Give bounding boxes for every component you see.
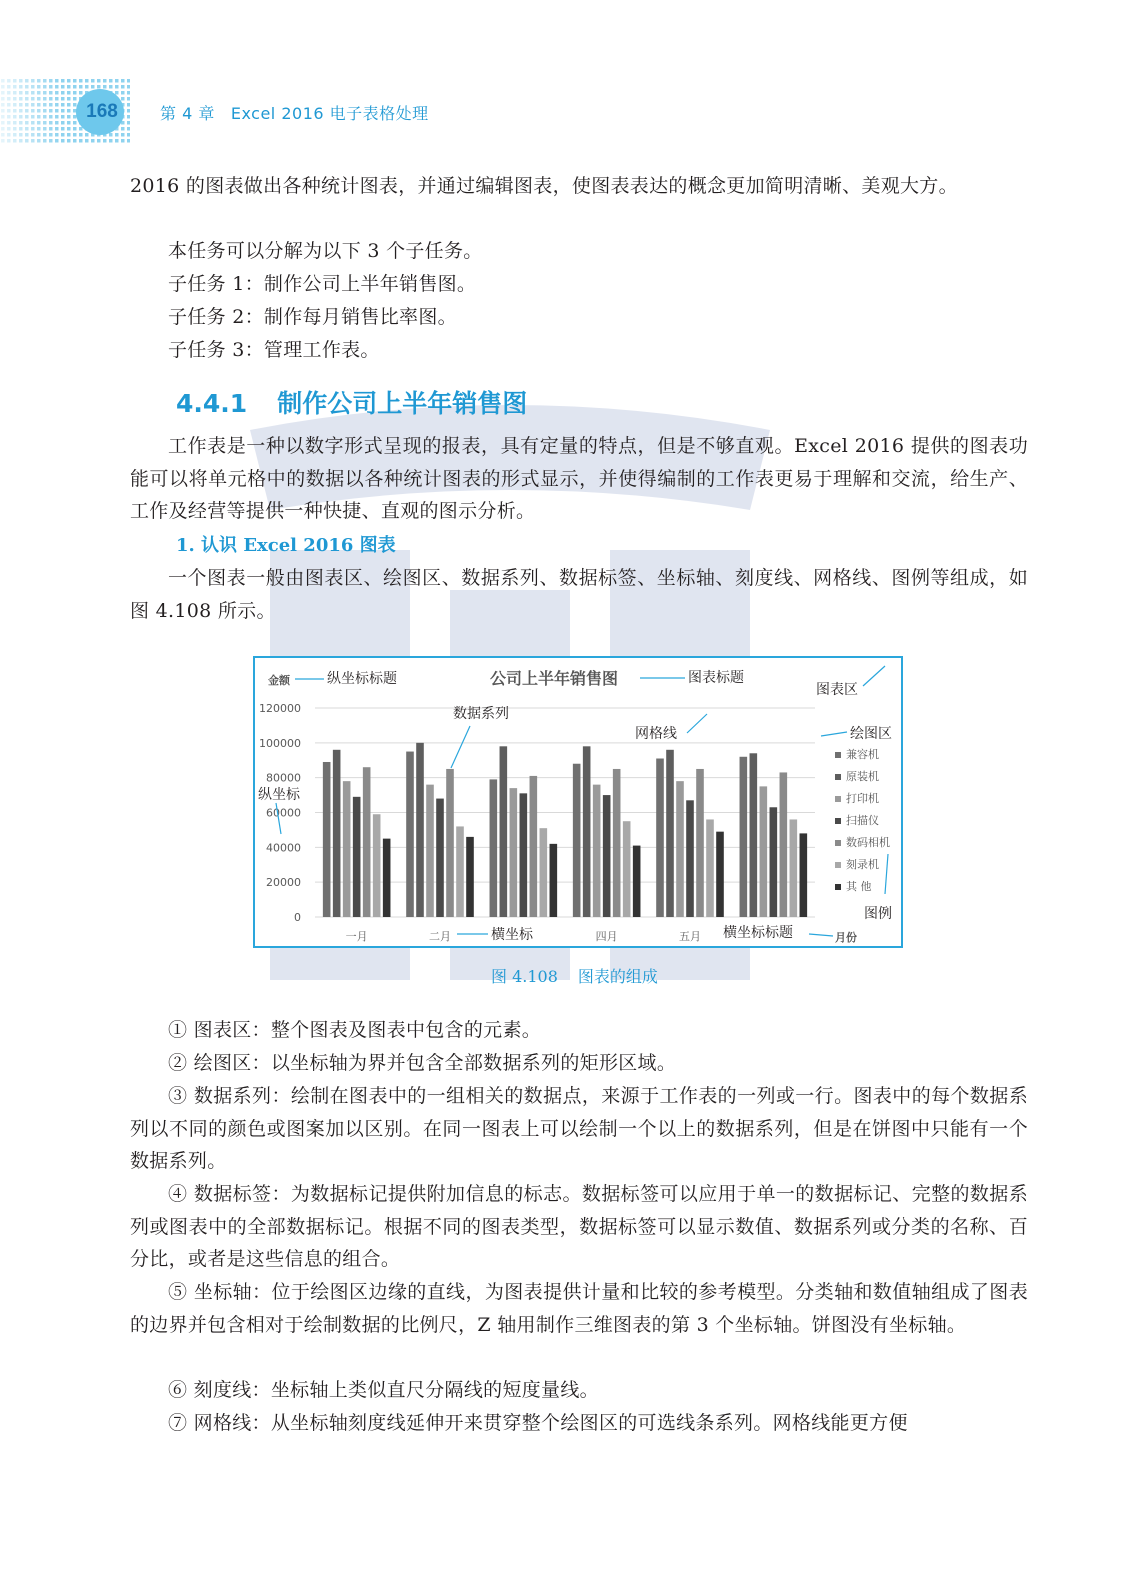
legend: [835, 747, 890, 893]
y-tick-label: 20000: [266, 876, 301, 890]
bar: [373, 814, 381, 917]
y-tick-label: 80000: [266, 771, 301, 785]
y-tick-label: 120000: [259, 702, 301, 715]
annotation-y-title-label: 纵坐标标题: [327, 671, 397, 687]
annotation-data-series-label: 数据系列: [453, 706, 509, 722]
bar: [666, 750, 674, 917]
annotation-x-axis: [457, 923, 543, 943]
definition-gridlines: ⑦ 网格线：从坐标轴刻度线延伸开来贯穿整个绘图区的可选线条系列。网格线能更方便: [168, 1412, 908, 1434]
section-number: 4.4.1: [176, 389, 248, 418]
bar: [593, 785, 601, 917]
annotation-y-title: [295, 670, 397, 687]
bar: [613, 769, 621, 917]
legend-swatch: [835, 884, 841, 890]
bar: [416, 743, 424, 917]
bar: [623, 821, 631, 917]
chapter-title: Excel 2016 电子表格处理: [230, 104, 429, 123]
page-number: 168: [86, 101, 118, 122]
chart-title: 公司上半年销售图: [489, 669, 619, 688]
bar: [456, 826, 464, 917]
subtask-1: 子任务 1：制作公司上半年销售图。: [168, 273, 477, 295]
paragraph-continuation: 2016 的图表做出各种统计图表，并通过编辑图表，使图表表达的概念更加简明清晰、美观大方。: [130, 175, 958, 197]
legend-entry: 打印机: [846, 792, 879, 805]
definition-chart-area: ① 图表区：整个图表及图表中包含的元素。: [168, 1019, 542, 1041]
definition-data-labels: ④ 数据标签：为数据标记提供附加信息的标志。数据标签可以应用于单一的数据标记、完整的数据系列或图表中的全部数据标记。根据不同的图表类型，数据标签可以显示数值、数据系列或分类的名称、百分比，或者是这些信息的组合。: [130, 1183, 1028, 1270]
bar: [696, 769, 704, 917]
bars: [323, 743, 807, 917]
running-header: [160, 101, 445, 124]
x-tick-label: 四月: [595, 930, 618, 943]
bar: [770, 807, 778, 917]
y-tick-label: 60000: [266, 806, 301, 820]
annotation-plot-area: [821, 726, 892, 742]
legend-entry: 其 他: [846, 880, 872, 893]
legend-entry: 扫描仪: [846, 814, 879, 827]
bar: [780, 772, 788, 917]
bar: [363, 767, 371, 917]
annotation-x-axis-label: 横坐标: [491, 927, 533, 943]
y-tick-label: 40000: [266, 841, 301, 855]
bar: [353, 797, 361, 917]
annotation-gridlines-label: 网格线: [635, 726, 677, 742]
bar: [383, 839, 391, 917]
x-axis-title: 月份: [835, 931, 857, 944]
bar: [490, 779, 498, 917]
annotation-chart-title-label: 图表标题: [688, 670, 744, 686]
bar: [800, 833, 808, 917]
legend-entry: 数码相机: [846, 836, 890, 849]
bar: [583, 746, 591, 917]
section-title: 制作公司上半年销售图: [277, 389, 528, 418]
bar: [406, 752, 414, 917]
bar: [520, 793, 528, 917]
legend-entry: 原装机: [846, 770, 879, 783]
figure-caption: [491, 964, 658, 987]
bar: [446, 769, 454, 917]
legend-swatch: [835, 818, 841, 824]
y-tick-label: 100000: [259, 736, 301, 750]
legend-swatch: [835, 862, 841, 868]
chapter-number: 第 4 章: [160, 104, 215, 123]
section-heading: [176, 384, 527, 420]
chart-figure: [255, 658, 901, 946]
y-tick-label: 0: [294, 911, 301, 924]
bar: [760, 786, 768, 917]
annotation-plot-area-label: 绘图区: [850, 726, 892, 742]
bar: [686, 800, 694, 917]
legend-entry: 兼容机: [846, 748, 879, 761]
subtask-2: 子任务 2：制作每月销售比率图。: [168, 306, 457, 328]
annotation-chart-title: [640, 669, 744, 686]
bar: [603, 795, 611, 917]
bar: [540, 828, 548, 917]
annotation-chart-area-label: 图表区: [816, 682, 858, 698]
x-tick-label: 二月: [429, 930, 451, 943]
bar: [323, 762, 331, 917]
bar: [333, 750, 341, 917]
chart-intro-paragraph: 一个图表一般由图表区、绘图区、数据系列、数据标签、坐标轴、刻度线、网格线、图例等组成，如图 4.108 所示。: [130, 567, 1028, 622]
definition-data-series: ③ 数据系列：绘制在图表中的一组相关的数据点，来源于工作表的一列或一行。图表中的每个数据系列以不同的颜色或图案加以区别。在同一图表上可以绘制一个以上的数据系列，但是在饼图中只能有一个数据系列。: [130, 1085, 1028, 1172]
definition-tick-marks: ⑥ 刻度线：坐标轴上类似直尺分隔线的短度量线。: [168, 1379, 599, 1401]
legend-swatch: [835, 752, 841, 758]
x-tick-label: 五月: [679, 930, 701, 943]
bar: [510, 788, 518, 917]
intro-paragraph: 工作表是一种以数字形式呈现的报表，具有定量的特点，但是不够直观。Excel 2016 提供的图表功能可以将单元格中的数据以各种统计图表的形式显示，并使得编制的工作表更易于理解和交流，给生产、工作及经营等提供一种快捷、直观的图示分析。: [130, 435, 1028, 522]
bar: [750, 753, 758, 917]
bar: [343, 781, 351, 917]
annotation-y-axis-label: 纵坐标: [258, 787, 300, 803]
annotation-x-title-label: 横坐标标题: [723, 925, 793, 941]
definition-axes: ⑤ 坐标轴：位于绘图区边缘的直线，为图表提供计量和比较的参考模型。分类轴和数值轴组成了图表的边界并包含相对于绘制数据的比例尺，Z 轴用制作三维图表的第 3 个坐标轴。饼图没有坐标轴。: [130, 1281, 1028, 1336]
legend-swatch: [835, 796, 841, 802]
subsection-heading: 1. 认识 Excel 2016 图表: [176, 535, 396, 556]
annotation-x-title: [721, 921, 833, 941]
annotation-chart-area: [816, 666, 885, 698]
bar: [633, 846, 641, 917]
bar: [716, 832, 724, 917]
annotation-gridlines: [635, 714, 707, 742]
paragraph-subtask-intro: 本任务可以分解为以下 3 个子任务。: [168, 240, 483, 262]
y-tick-labels: [259, 702, 301, 924]
figure-number: 图 4.108: [491, 967, 558, 986]
bar: [573, 764, 581, 917]
legend-swatch: [835, 840, 841, 846]
bar: [466, 837, 474, 917]
bar: [426, 785, 434, 917]
legend-entry: 刻录机: [846, 858, 879, 871]
definition-plot-area: ② 绘图区：以坐标轴为界并包含全部数据系列的矩形区域。: [168, 1052, 677, 1074]
x-tick-label: 一月: [345, 930, 368, 943]
figure-caption-text: 图表的组成: [577, 967, 658, 986]
bar: [706, 819, 714, 917]
bar: [676, 781, 684, 917]
y-axis-title: 金额: [268, 674, 290, 687]
bar: [530, 776, 538, 917]
annotation-legend-label: 图例: [864, 906, 892, 922]
legend-swatch: [835, 774, 841, 780]
bar: [500, 746, 508, 917]
bar: [436, 799, 444, 917]
bar: [550, 844, 558, 917]
bar: [790, 819, 798, 917]
bar: [740, 757, 748, 917]
subtask-3: 子任务 3：管理工作表。: [168, 339, 380, 361]
bar: [656, 759, 664, 917]
